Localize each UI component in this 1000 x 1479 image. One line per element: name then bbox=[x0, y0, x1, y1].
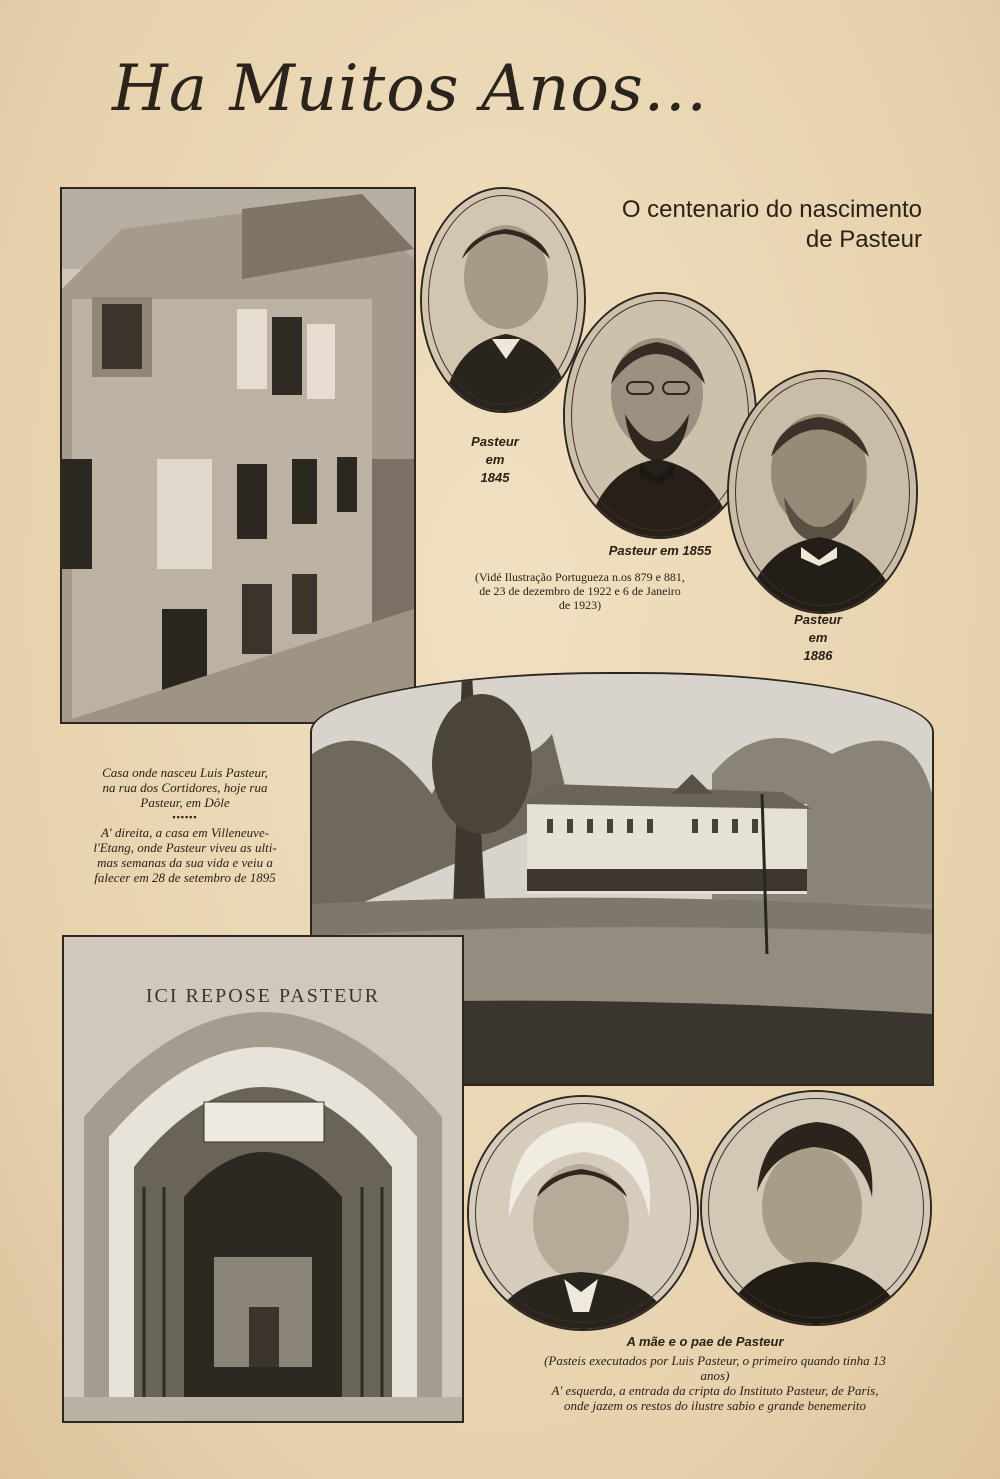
caption-1886-line-1: Pasteur bbox=[794, 612, 842, 627]
caption-separator: ▪▪▪▪▪▪ bbox=[172, 812, 198, 822]
houses-caption-line-2: na rua dos Cortidores, hoje rua bbox=[102, 780, 268, 795]
crypt-inscription: ICI REPOSE PASTEUR bbox=[145, 985, 381, 1007]
houses-caption-line-3: Pasteur, em Dôle bbox=[140, 795, 230, 810]
parents-caption-line-4: onde jazem os restos do ilustre sabio e grande benemerito bbox=[564, 1398, 866, 1413]
houses-caption-line-7: falecer em 28 de setembro de 1895 bbox=[94, 870, 276, 885]
caption-pasteur-1855: Pasteur em 1855 bbox=[608, 543, 712, 558]
crypt-entrance-photo bbox=[62, 935, 464, 1423]
caption-pasteur-1886 bbox=[768, 611, 868, 665]
heading-line-2: de Pasteur bbox=[805, 226, 922, 253]
caption-1845-line-3: 1845 bbox=[480, 470, 510, 485]
houses-caption-line-6: mas semanas da sua vida e veiu a bbox=[97, 855, 273, 870]
parents-caption-line-2: anos) bbox=[700, 1368, 730, 1383]
reference-line-1: (Vidé Ilustração Portugueza n.os 879 e 881, bbox=[475, 570, 685, 584]
caption-1845-line-2: em bbox=[485, 452, 505, 467]
caption-1845-line-1: Pasteur bbox=[471, 434, 519, 449]
reference-note bbox=[425, 570, 735, 612]
reference-line-3: de 1923) bbox=[558, 598, 602, 612]
page-title: Ha Muitos Anos... bbox=[112, 52, 708, 126]
parents-caption-line-1: (Pasteis executados por Luis Pasteur, o primeiro quando tinha 13 bbox=[544, 1353, 886, 1368]
parents-caption bbox=[490, 1353, 940, 1413]
parents-caption-line-3: A' esquerda, a entrada da cripta do Instituto Pasteur, de Paris, bbox=[551, 1383, 879, 1398]
mother-portrait bbox=[467, 1095, 699, 1331]
heading-line-1: O centenario do nascimento bbox=[621, 196, 922, 223]
portrait-1886-oval bbox=[727, 370, 918, 614]
article-heading bbox=[622, 195, 922, 255]
houses-caption-line-4: A' direita, a casa em Villeneuve- bbox=[100, 825, 270, 840]
portrait-1845-oval bbox=[420, 187, 586, 413]
birth-house-photo bbox=[60, 187, 416, 724]
parents-caption-title: A mãe e o pae de Pasteur bbox=[626, 1334, 784, 1349]
reference-line-2: de 23 de dezembro de 1922 e 6 de Janeiro bbox=[479, 584, 681, 598]
houses-caption-line-1: Casa onde nasceu Luis Pasteur, bbox=[102, 765, 268, 780]
caption-1886-line-3: 1886 bbox=[803, 648, 833, 663]
caption-pasteur-1845 bbox=[445, 433, 545, 487]
houses-caption bbox=[65, 765, 305, 885]
houses-caption-line-5: l'Etang, onde Pasteur viveu as ulti- bbox=[93, 840, 277, 855]
father-portrait bbox=[700, 1090, 932, 1326]
caption-1886-line-2: em bbox=[808, 630, 828, 645]
